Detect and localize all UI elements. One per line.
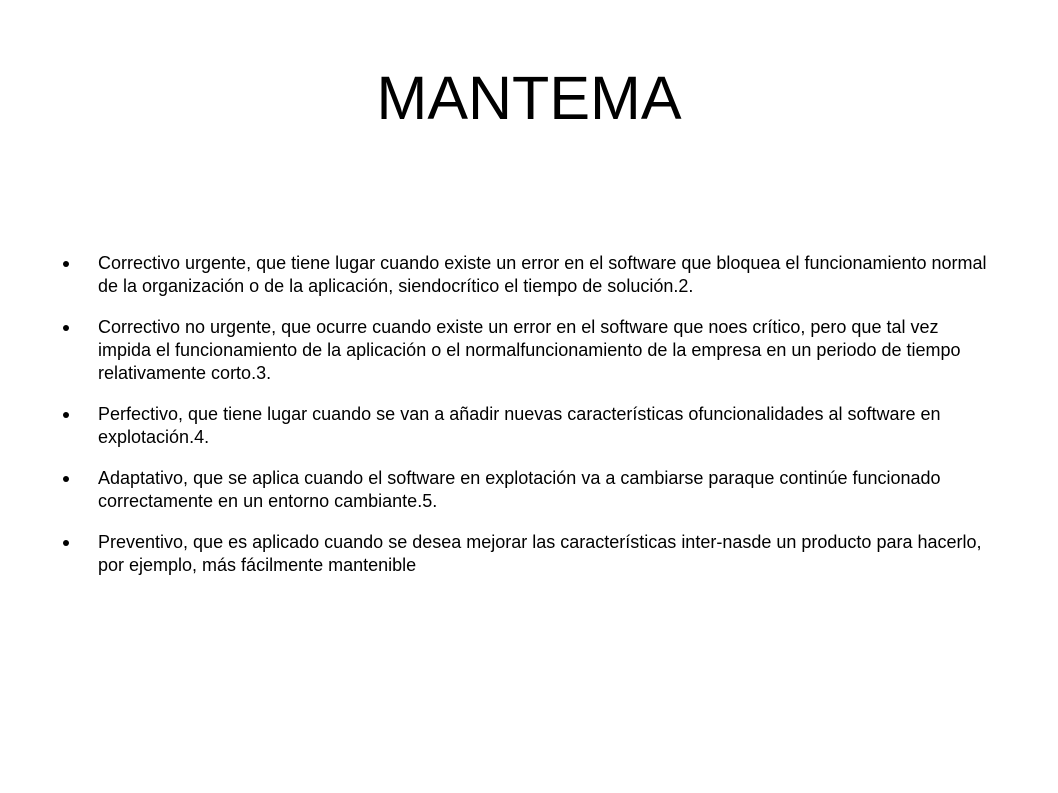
bullet-dot-icon — [63, 540, 69, 546]
slide-title: MANTEMA — [376, 64, 682, 132]
bullet-list — [52, 252, 992, 595]
list-item — [52, 531, 992, 577]
list-item-text: Correctivo no urgente, que ocurre cuando existe un error en el software que noes crítico, pero que tal vez impida el funcionamiento de la aplicación o el normalfuncionamiento de la empresa en un periodo de tiempo relativamente corto.3. — [98, 317, 961, 383]
list-item-text: Preventivo, que es aplicado cuando se desea mejorar las características inter-nasde un producto para hacerlo, por ejemplo, más fácilmente mantenible — [98, 532, 982, 575]
bullet-dot-icon — [63, 412, 69, 418]
list-item — [52, 252, 992, 298]
bullet-dot-icon — [63, 261, 69, 267]
list-item-text: Correctivo urgente, que tiene lugar cuando existe un error en el software que bloquea el funcionamiento normal de la organización o de la aplicación, siendocrítico el tiempo de solución.2. — [98, 253, 987, 296]
list-item-text: Adaptativo, que se aplica cuando el software en explotación va a cambiarse paraque continúe funcionado correctamente en un entorno cambiante.5. — [98, 468, 941, 511]
list-item — [52, 316, 992, 385]
list-item — [52, 403, 992, 449]
bullet-dot-icon — [63, 325, 69, 331]
list-item — [52, 467, 992, 513]
bullet-dot-icon — [63, 476, 69, 482]
list-item-text: Perfectivo, que tiene lugar cuando se van a añadir nuevas características ofuncionalidades al software en explotación.4. — [98, 404, 941, 447]
